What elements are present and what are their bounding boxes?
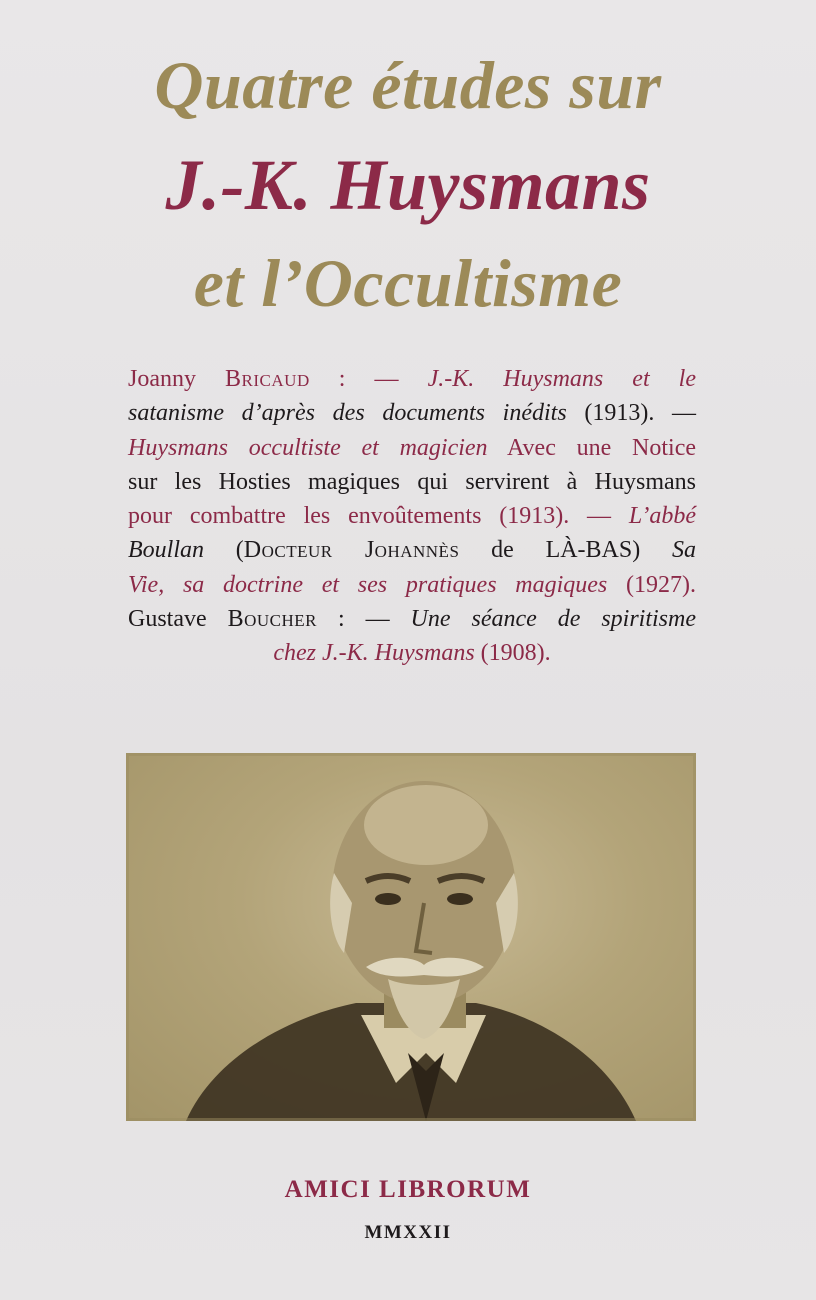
contents-line: Boullan (Docteur Johannès de LÀ-BAS) Sa — [128, 537, 696, 564]
forehead-highlight — [364, 785, 488, 865]
contents-line: Joanny Bricaud : — J.-K. Huysmans et le — [128, 366, 696, 392]
contents-line: Vie, sa doctrine et ses pratiques magiques (1927). — [128, 571, 696, 598]
contents-line: satanisme d’après des documents inédits (1913). — — [128, 400, 696, 427]
publisher-name: AMICI LIBRORUM — [284, 1176, 532, 1203]
title-line-1: Quatre études sur — [154, 47, 662, 123]
eye-left — [375, 893, 401, 905]
contents-line: chez J.-K. Huysmans (1908). — [273, 640, 551, 667]
contents-line: Huysmans occultiste et magicien Avec une Notice — [128, 434, 696, 461]
portrait-illustration — [126, 753, 696, 1121]
title-line-2: J.-K. Huysmans — [165, 145, 651, 225]
contents-line: sur les Hosties magiques qui servirent à Huysmans — [128, 468, 696, 495]
eye-right — [447, 893, 473, 905]
publication-year: MMXXII — [364, 1222, 452, 1243]
contents-line: pour combattre les envoûtements (1913). — L’abbé — [128, 503, 696, 530]
contents-description — [128, 362, 696, 671]
title-line-3: et l’Occultisme — [193, 245, 623, 321]
author-portrait-photo — [126, 753, 696, 1121]
contents-line: Gustave Boucher : — Une séance de spiritisme — [128, 606, 697, 633]
